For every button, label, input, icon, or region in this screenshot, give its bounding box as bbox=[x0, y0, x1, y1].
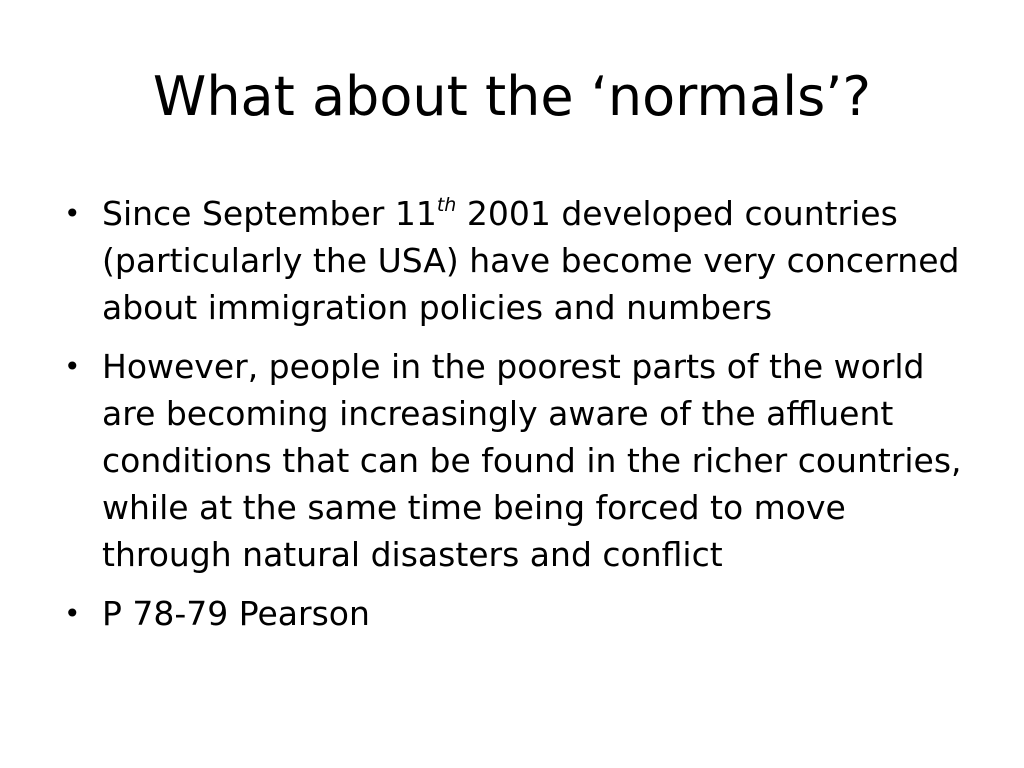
bullet-item-3 bbox=[60, 590, 980, 637]
bullet-icon: • bbox=[64, 597, 81, 630]
bullet-item-1 bbox=[60, 190, 980, 331]
bullet-item-2 bbox=[60, 343, 980, 578]
bullet-1-text-start: Since September 11 bbox=[102, 194, 437, 233]
bullet-icon: • bbox=[64, 350, 81, 383]
bullet-list bbox=[60, 190, 980, 649]
slide-title: What about the ‘normals’? bbox=[152, 65, 872, 128]
bullet-icon: • bbox=[64, 197, 81, 230]
bullet-3-text: P 78-79 Pearson bbox=[102, 594, 370, 633]
bullet-1-text-end: 2001 developed countries (particularly the USA) have become very concerned about immigration policies and numbers bbox=[102, 194, 960, 327]
bullet-1-superscript: th bbox=[436, 194, 457, 216]
bullet-2-text: However, people in the poorest parts of the world are becoming increasingly aware of the affluent conditions that can be found in the richer countries, while at the same time being forced to move through natural disasters and conflict bbox=[102, 347, 962, 574]
